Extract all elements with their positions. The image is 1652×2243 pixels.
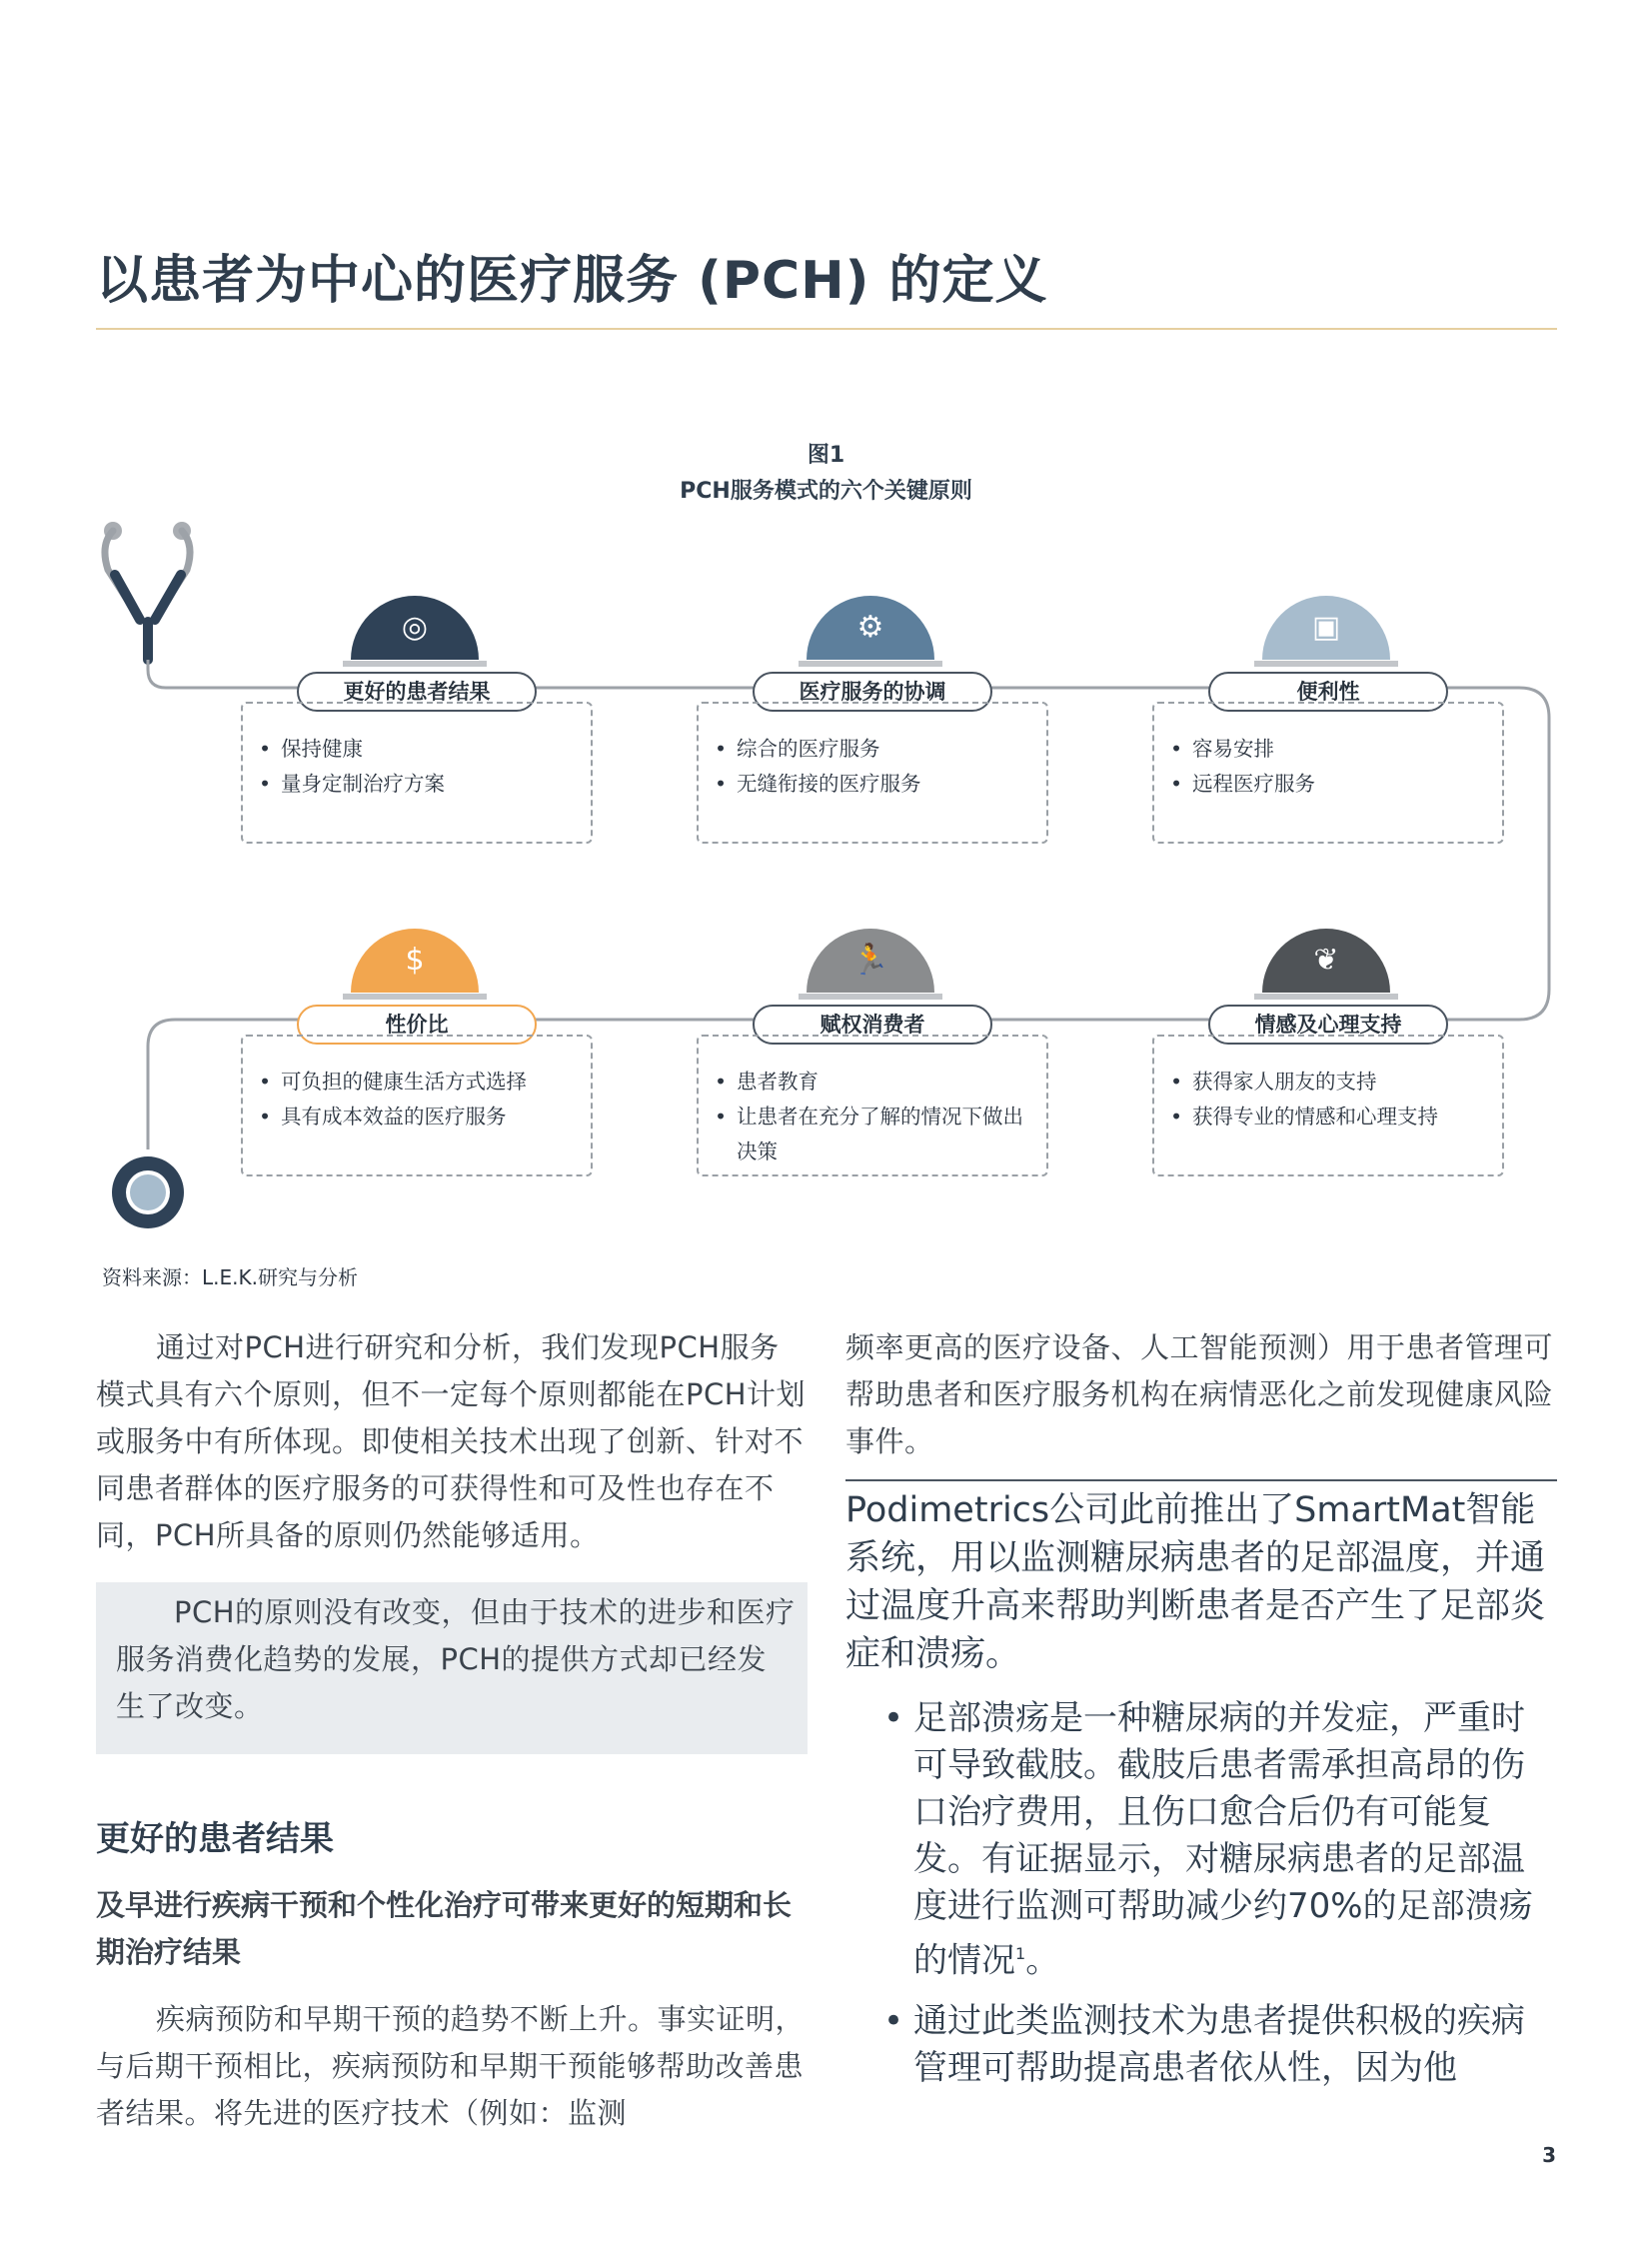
principle-label: 医疗服务的协调: [753, 672, 992, 712]
money-icon: $: [405, 943, 425, 978]
principle-label: 情感及心理支持: [1208, 1005, 1448, 1045]
runner-icon: 🏃: [851, 943, 889, 978]
bullet-2-text: 通过此类监测技术为患者提供积极的疾病管理可帮助提高患者依从性，因为他: [913, 2001, 1525, 2089]
figure-source: 资料来源：L.E.K.研究与分析: [102, 1265, 358, 1289]
principle-dome-base: [799, 994, 942, 1000]
principle-details-box: [1152, 702, 1504, 844]
monitor-doctor-icon: ▣: [1311, 610, 1341, 645]
bullet-list: [875, 1695, 1557, 2092]
section-paragraph: 疾病预防和早期干预的趋势不断上升。事实证明，与后期干预相比，疾病预防和早期干预能够帮助改善患者结果。将先进的医疗技术（例如：监测: [96, 2002, 806, 2130]
principle-detail-item: • 获得家人朋友的支持: [1168, 1065, 1484, 1100]
principle-details-box: [697, 1035, 1048, 1176]
principle-detail-item: • 无缝衔接的医疗服务: [713, 767, 1028, 802]
section-subheading: 及早进行疾病干预和个性化治疗可带来更好的短期和长期治疗结果: [96, 1888, 793, 1969]
right-paragraph: 频率更高的医疗设备、人工智能预测）用于患者管理可帮助患者和医疗服务机构在病情恶化之前发现健康风险事件。: [845, 1330, 1554, 1458]
bullet-1-text: 足部溃疡是一种糖尿病的并发症，严重时可导致截肢。截肢后患者需承担高昂的伤口治疗费用，且伤口愈合后仍有可能复发。有证据显示，对糖尿病患者的足部温度进行监测可帮助减少约70%的足部溃疡的情况: [913, 1698, 1533, 1981]
stethoscope-chestpiece-icon: [112, 1156, 184, 1228]
principle-details-box: [241, 1035, 593, 1176]
page-number: 3: [1542, 2143, 1556, 2167]
principle-detail-item: • 远程医疗服务: [1168, 767, 1484, 802]
footnote-ref: 1: [1015, 1944, 1026, 1963]
principle-label: 便利性: [1208, 672, 1448, 712]
principle-label: 更好的患者结果: [297, 672, 537, 712]
principle-label: 赋权消费者: [753, 1005, 992, 1045]
principle-detail-item: • 患者教育: [713, 1065, 1028, 1100]
principle-dome-base: [343, 994, 487, 1000]
principle-details-box: [1152, 1035, 1504, 1176]
principle-detail-item: • 容易安排: [1168, 732, 1484, 767]
principle-details-box: [241, 702, 593, 844]
principle-detail-item: • 具有成本效益的医疗服务: [257, 1100, 573, 1134]
principle-dome-base: [1254, 994, 1398, 1000]
callout-text: PCH的原则没有改变，但由于技术的进步和医疗服务消费化趋势的发展，PCH的提供方式却已经发生了改变。: [116, 1595, 796, 1723]
gears-icon: ⚙: [856, 610, 884, 645]
principle-detail-item: • 让患者在充分了解的情况下做出决策: [713, 1100, 1028, 1169]
stethoscope-icon: [104, 522, 191, 660]
principle-detail-item: • 保持健康: [257, 732, 573, 767]
principle-dome-base: [343, 661, 487, 667]
intro-paragraph: 通过对PCH进行研究和分析，我们发现PCH服务模式具有六个原则，但不一定每个原则都能在PCH计划或服务中有所体现。即使相关技术出现了创新、针对不同患者群体的医疗服务的可获得性和可及性也存在不同，PCH所具备的原则仍然能够适用。: [96, 1330, 807, 1552]
principle-label: 性价比: [297, 1005, 537, 1045]
figure-number: 图1: [807, 443, 845, 468]
principle-detail-item: • 综合的医疗服务: [713, 732, 1028, 767]
quote-divider: [845, 1479, 1557, 1481]
pull-quote: Podimetrics公司此前推出了SmartMat智能系统，用以监测糖尿病患者的足部温度，并通过温度升高来帮助判断患者是否产生了足部炎症和溃疡。: [845, 1490, 1546, 1674]
page-title: 以患者为中心的医疗服务 (PCH) 的定义: [96, 251, 1048, 311]
bullet-item: [875, 1998, 1557, 2092]
principle-detail-item: • 可负担的健康生活方式选择: [257, 1065, 573, 1100]
section-heading: 更好的患者结果: [96, 1819, 334, 1859]
target-icon: ◎: [401, 610, 429, 645]
principle-detail-item: • 获得专业的情感和心理支持: [1168, 1100, 1484, 1134]
principle-details-box: [697, 702, 1048, 844]
principle-dome-base: [1254, 661, 1398, 667]
bullet-item: [875, 1695, 1557, 1984]
principle-detail-item: • 量身定制治疗方案: [257, 767, 573, 802]
principle-dome-base: [799, 661, 942, 667]
figure-title: PCH服务模式的六个关键原则: [680, 479, 972, 504]
bullet-1-end: 。: [1025, 1940, 1060, 1981]
hands-people-icon: ❦: [1313, 943, 1339, 978]
